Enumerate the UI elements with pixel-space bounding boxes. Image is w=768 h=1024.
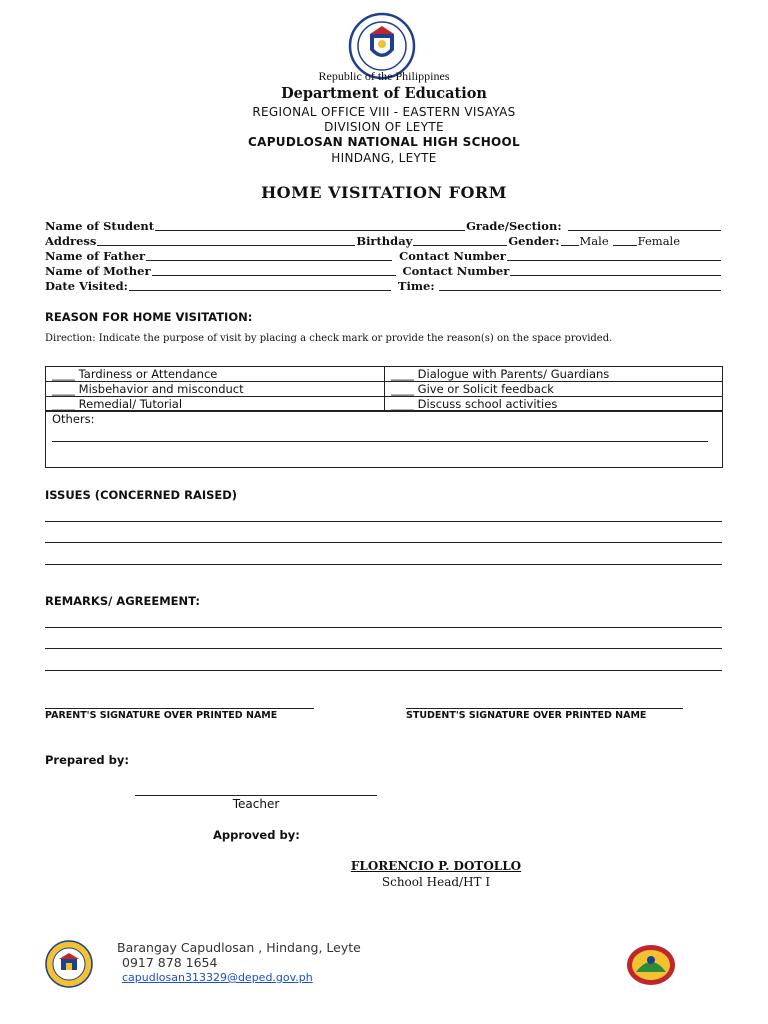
birthday-field[interactable] bbox=[413, 234, 507, 246]
others-label: Others: bbox=[52, 412, 95, 426]
label-name-of-mother: Name of Mother bbox=[45, 264, 151, 278]
remarks-line-2[interactable] bbox=[45, 648, 722, 649]
parent-signature-line[interactable] bbox=[45, 708, 314, 709]
address-field[interactable] bbox=[97, 234, 355, 246]
issues-heading: ISSUES (CONCERNED RAISED) bbox=[45, 488, 238, 502]
department-name: Department of Education bbox=[281, 85, 487, 102]
label-time: Time: bbox=[397, 279, 435, 293]
remarks-heading: REMARKS/ AGREEMENT: bbox=[45, 594, 200, 608]
issues-line-3[interactable] bbox=[45, 564, 722, 565]
republic-line: Republic of the Philippines bbox=[318, 69, 450, 83]
mother-contact-field[interactable] bbox=[510, 264, 721, 276]
row-date bbox=[45, 278, 722, 293]
others-box bbox=[45, 410, 723, 468]
label-name-of-father: Name of Father bbox=[45, 249, 146, 263]
row-address bbox=[45, 233, 722, 248]
father-contact-field[interactable] bbox=[507, 249, 721, 261]
female-checkbox[interactable] bbox=[613, 234, 637, 246]
reason-feedback[interactable]: ____ Give or Solicit feedback bbox=[385, 382, 723, 397]
issues-line-1[interactable] bbox=[45, 521, 722, 522]
table-row bbox=[46, 367, 723, 382]
date-visited-field[interactable] bbox=[129, 279, 391, 291]
region-line: REGIONAL OFFICE VIII - EASTERN VISAYAS bbox=[252, 105, 516, 119]
reason-heading: REASON FOR HOME VISITATION: bbox=[45, 310, 253, 324]
footer-address: Barangay Capudlosan , Hindang, Leyte bbox=[117, 940, 361, 955]
form-title: HOME VISITATION FORM bbox=[261, 183, 507, 202]
father-name-field[interactable] bbox=[146, 249, 392, 261]
footer-phone: 0917 878 1654 bbox=[122, 955, 218, 970]
label-male: Male bbox=[579, 234, 609, 248]
label-gender: Gender: bbox=[508, 234, 560, 248]
grade-section-field[interactable] bbox=[568, 219, 721, 231]
division-logo-icon bbox=[626, 944, 676, 986]
approver-title: School Head/HT I bbox=[381, 875, 491, 889]
table-row bbox=[46, 382, 723, 397]
label-grade-section: Grade/Section: bbox=[466, 219, 562, 233]
label-contact-number-mother: Contact Number bbox=[402, 264, 510, 278]
reason-school-activities[interactable]: ____ Discuss school activities bbox=[385, 397, 723, 412]
issues-line-2[interactable] bbox=[45, 542, 722, 543]
approved-by-label: Approved by: bbox=[213, 828, 300, 842]
row-mother bbox=[45, 263, 722, 278]
school-location: HINDANG, LEYTE bbox=[331, 151, 437, 165]
reasons-table bbox=[45, 366, 723, 412]
teacher-label: Teacher bbox=[232, 797, 280, 811]
label-contact-number-father: Contact Number bbox=[399, 249, 506, 263]
remarks-line-1[interactable] bbox=[45, 627, 722, 628]
others-field[interactable] bbox=[52, 441, 708, 442]
direction-text: Direction: Indicate the purpose of visit by placing a check mark or provide the reason(s) on the space provided. bbox=[45, 333, 613, 344]
label-birthday: Birthday bbox=[356, 234, 413, 248]
row-student bbox=[45, 218, 722, 233]
time-field[interactable] bbox=[439, 279, 721, 291]
student-name-field[interactable] bbox=[155, 219, 465, 231]
student-signature-label: STUDENT'S SIGNATURE OVER PRINTED NAME bbox=[406, 710, 647, 721]
label-name-of-student: Name of Student bbox=[45, 219, 155, 233]
label-female: Female bbox=[637, 234, 681, 248]
school-logo-icon bbox=[45, 940, 93, 988]
division-line: DIVISION OF LEYTE bbox=[324, 120, 444, 134]
school-name: CAPUDLOSAN NATIONAL HIGH SCHOOL bbox=[248, 135, 520, 149]
reason-remedial[interactable]: ____ Remedial/ Tutorial bbox=[46, 397, 385, 412]
footer-email-link[interactable]: capudlosan313329@deped.gov.ph bbox=[122, 971, 313, 984]
mother-name-field[interactable] bbox=[152, 264, 396, 276]
student-signature-line[interactable] bbox=[406, 708, 683, 709]
male-checkbox[interactable] bbox=[561, 234, 579, 246]
remarks-line-3[interactable] bbox=[45, 670, 722, 671]
approver-name: FLORENCIO P. DOTOLLO bbox=[350, 859, 522, 873]
reason-misbehavior[interactable]: ____ Misbehavior and misconduct bbox=[46, 382, 385, 397]
reason-dialogue[interactable]: ____ Dialogue with Parents/ Guardians bbox=[385, 367, 723, 382]
parent-signature-label: PARENT'S SIGNATURE OVER PRINTED NAME bbox=[45, 710, 278, 721]
prepared-by-label: Prepared by: bbox=[45, 753, 129, 767]
teacher-signature-line[interactable] bbox=[135, 795, 377, 796]
label-date-visited: Date Visited: bbox=[45, 279, 128, 293]
reason-tardiness[interactable]: ____ Tardiness or Attendance bbox=[46, 367, 385, 382]
label-address: Address bbox=[45, 234, 97, 248]
row-father bbox=[45, 248, 722, 263]
